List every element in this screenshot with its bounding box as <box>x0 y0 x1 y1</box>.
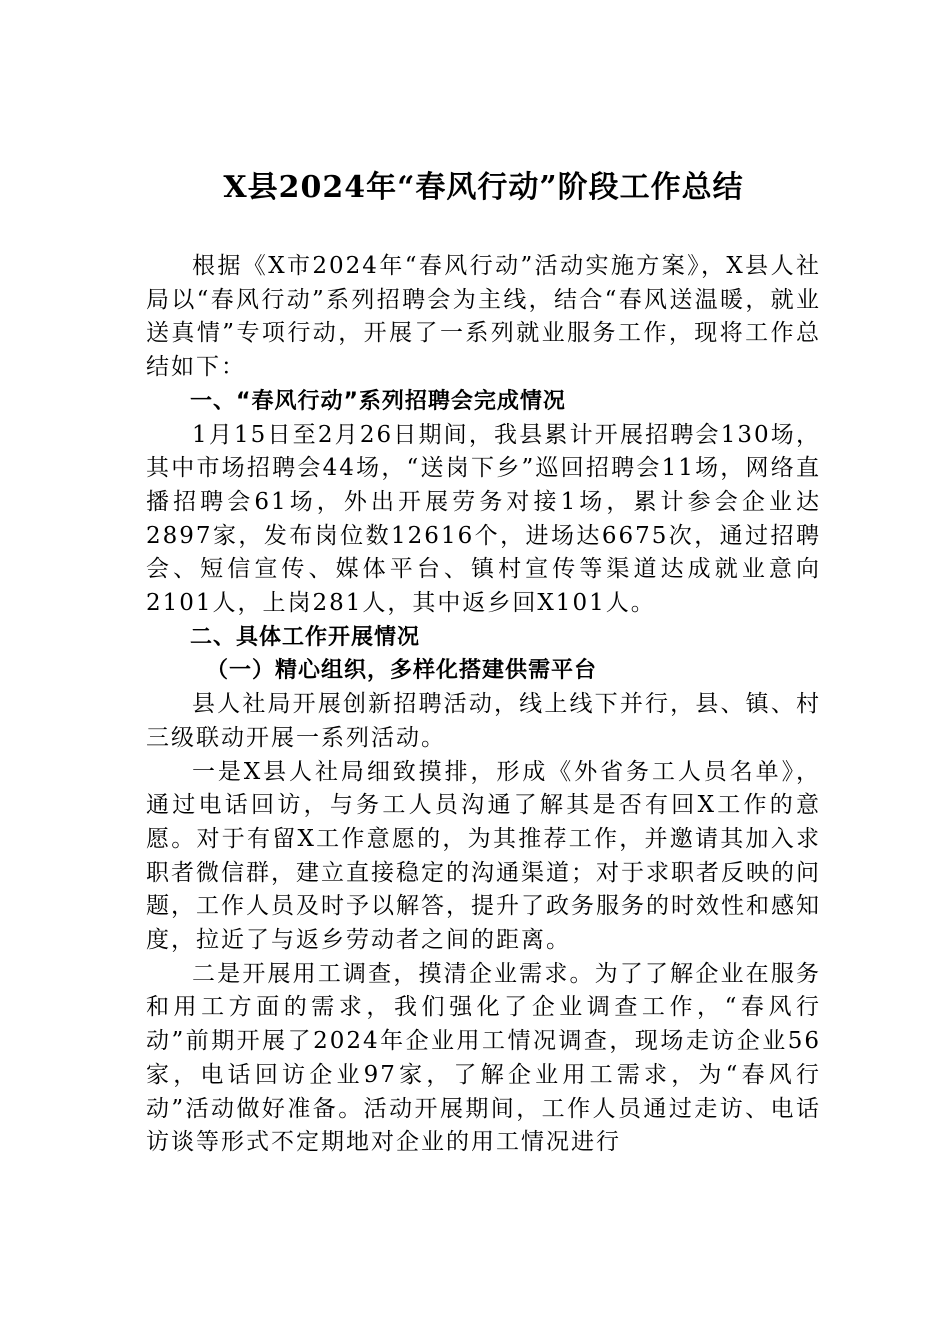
section-1-body: 1月15日至2月26日期间，我县累计开展招聘会130场，其中市场招聘会44场，“送岗下乡”巡回招聘会11场，网络直播招聘会61场，外出开展劳务对接1场，累计参会企业达2897家，发布岗位数12616个，进场达6675次，通过招聘会、短信宣传、媒体平台、镇村宣传等渠道达成就业意向2101人，上岗281人，其中返乡回X101人。 <box>146 421 821 617</box>
subsection-1-paragraph-1: 县人社局开展创新招聘活动，线上线下并行，县、镇、村三级联动开展一系列活动。 <box>146 691 821 751</box>
section-1-heading: 一、“春风行动”系列招聘会完成情况 <box>190 388 566 414</box>
intro-paragraph: 根据《X市2024年“春风行动”活动实施方案》，X县人社局以“春风行动”系列招聘会为主线，结合“春风送温暖，就业送真情”专项行动，开展了一系列就业服务工作，现将工作总结如下： <box>146 253 821 381</box>
subsection-1-paragraph-3: 二是开展用工调查，摸清企业需求。为了了解企业在服务和用工方面的需求，我们强化了企业调查工作，“春风行动”前期开展了2024年企业用工情况调查，现场走访企业56家，电话回访企业97家，了解企业用工需求，为“春风行动”活动做好准备。活动开展期间，工作人员通过走访、电话访谈等形式不定期地对企业的用工情况进行 <box>146 960 821 1156</box>
document-page <box>146 160 821 1160</box>
subsection-1-heading: （一）精心组织，多样化搭建供需平台 <box>206 658 598 684</box>
document-title: X县2024年“春风行动”阶段工作总结 <box>223 170 744 205</box>
section-2-heading: 二、具体工作开展情况 <box>190 624 421 650</box>
subsection-1-paragraph-2: 一是X县人社局细致摸排，形成《外省务工人员名单》，通过电话回访，与务工人员沟通了解其是否有回X工作的意愿。对于有留X工作意愿的，为其推荐工作，并邀请其加入求职者微信群，建立直接稳定的沟通渠道；对于求职者反映的问题，工作人员及时予以解答，提升了政务服务的时效性和感知度，拉近了与返乡劳动者之间的距离。 <box>146 758 821 954</box>
